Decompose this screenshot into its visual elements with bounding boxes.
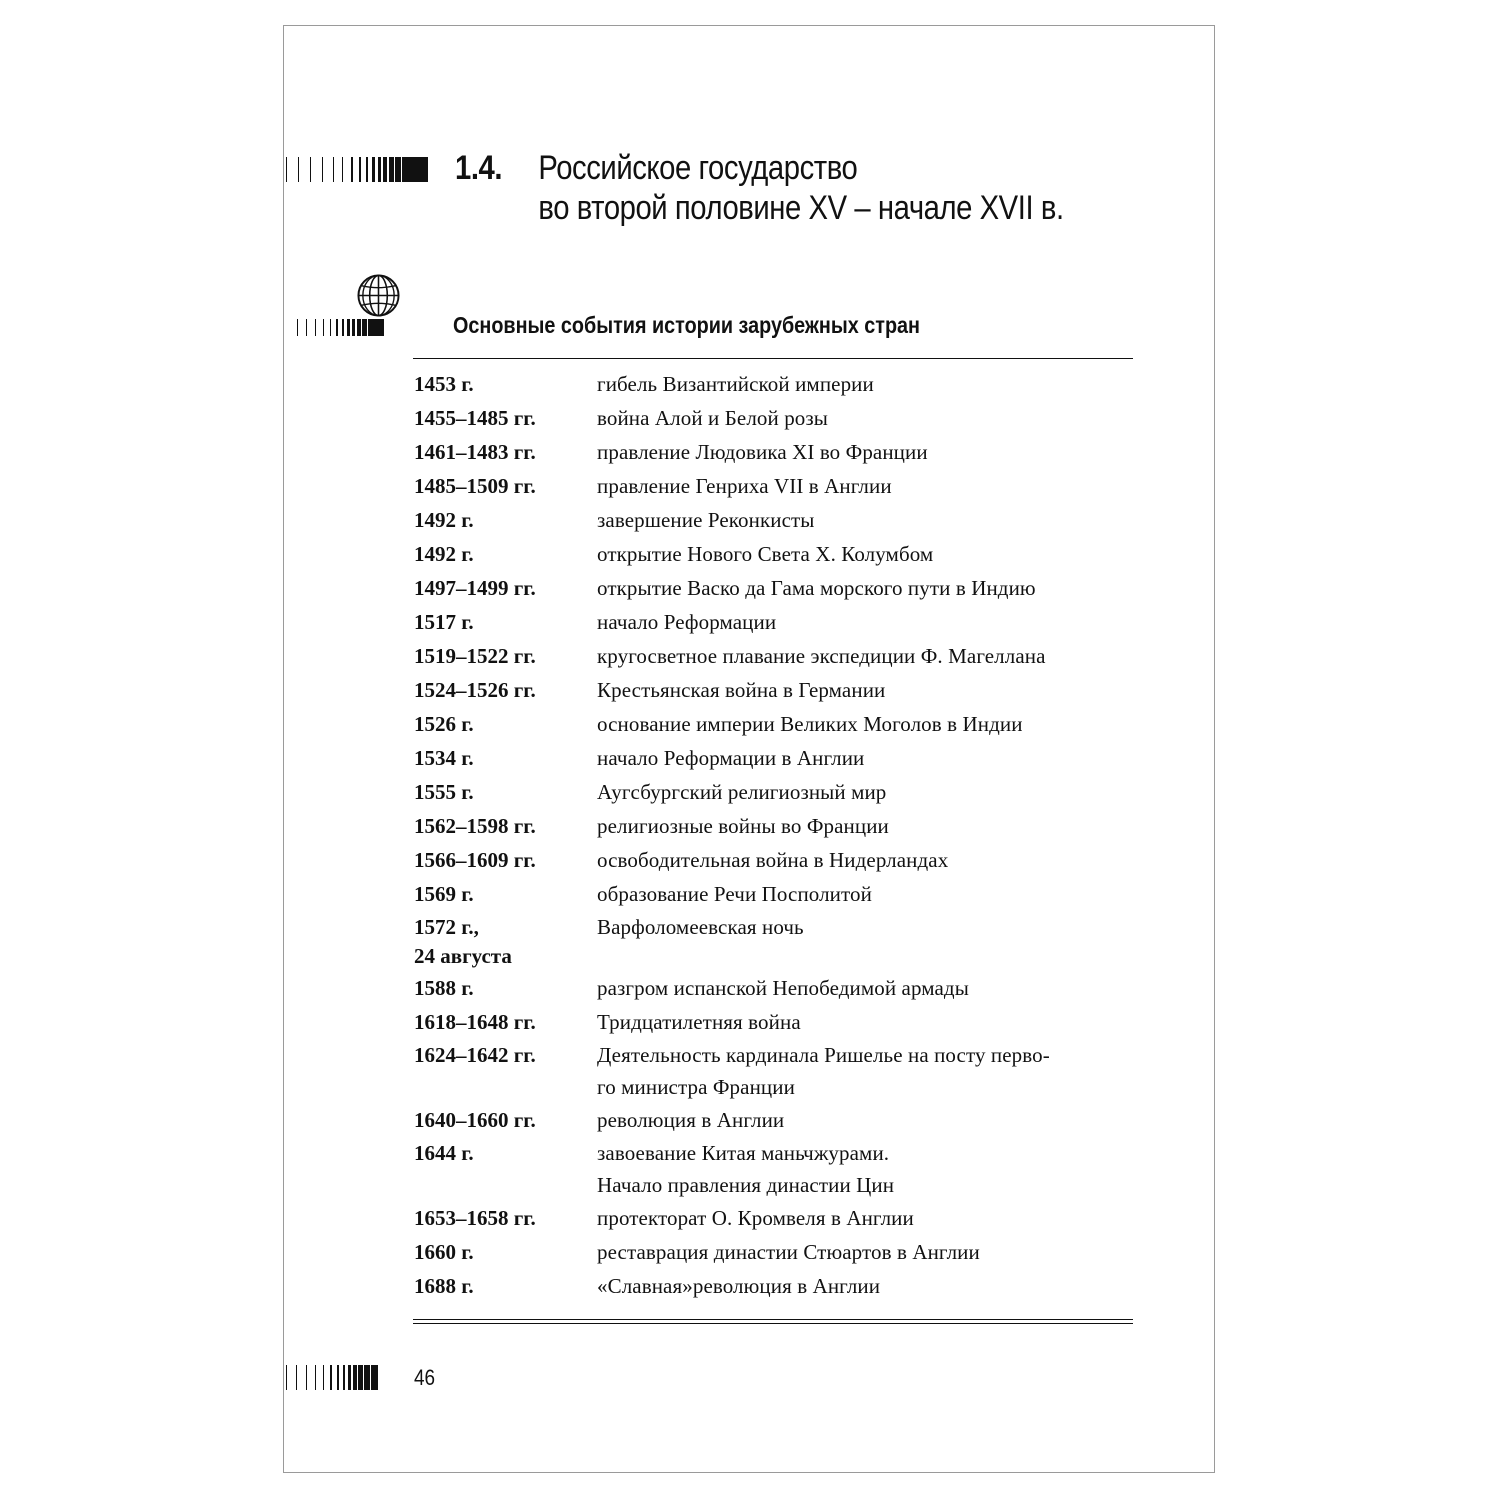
event-date: 1517 г.	[414, 610, 474, 634]
event-row	[414, 367, 1132, 401]
event-row	[414, 1269, 1132, 1303]
event-description: открытие Васко да Гама морского пути в Индию	[597, 576, 1036, 600]
chapter-title: Российское государство во второй половине XV – начале XVII в.	[538, 149, 1064, 227]
event-date: 1453 г.	[414, 372, 474, 396]
event-row	[414, 1005, 1132, 1039]
event-row	[414, 469, 1132, 503]
event-row	[414, 673, 1132, 707]
event-description: реставрация династии Стюартов в Англии	[597, 1240, 980, 1264]
event-date: 1566–1609 гг.	[414, 848, 536, 872]
event-date: 1569 г.	[414, 882, 474, 906]
event-description: образование Речи Посполитой	[597, 882, 872, 906]
event-row	[414, 401, 1132, 435]
event-date: 1497–1499 гг.	[414, 576, 536, 600]
event-row	[414, 707, 1132, 741]
event-description: завершение Реконкисты	[597, 508, 815, 532]
event-date: 1562–1598 гг.	[414, 814, 536, 838]
event-date: 1618–1648 гг.	[414, 1010, 536, 1034]
event-date: 1688 г.	[414, 1274, 474, 1298]
section-ornament	[297, 319, 400, 336]
table-top-rule	[413, 358, 1133, 359]
event-row	[414, 1201, 1132, 1235]
event-row	[414, 605, 1132, 639]
event-date: 1653–1658 гг.	[414, 1206, 536, 1230]
event-date: 1492 г.	[414, 542, 474, 566]
event-row	[414, 537, 1132, 571]
event-date: 1526 г.	[414, 712, 474, 736]
footer-ornament	[286, 1365, 399, 1390]
events-table	[414, 367, 1132, 1303]
event-date: 1492 г.	[414, 508, 474, 532]
event-row	[414, 435, 1132, 469]
event-date: 1572 г., 24 августа	[414, 915, 512, 968]
event-description: разгром испанской Непобедимой армады	[597, 976, 969, 1000]
event-row	[414, 1103, 1132, 1137]
table-bottom-rule	[413, 1319, 1133, 1324]
event-description: завоевание Китая маньчжурами. Начало правления династии Цин	[597, 1141, 895, 1197]
event-row	[414, 911, 1132, 971]
event-row	[414, 571, 1132, 605]
event-description: освободительная война в Нидерландах	[597, 848, 949, 872]
event-description: Аугсбургский религиозный мир	[597, 780, 887, 804]
event-row	[414, 971, 1132, 1005]
event-date: 1660 г.	[414, 1240, 474, 1264]
event-row	[414, 741, 1132, 775]
event-description: протекторат О. Кромвеля в Англии	[597, 1206, 914, 1230]
event-row	[414, 809, 1132, 843]
event-row	[414, 1137, 1132, 1201]
event-description: «Славная»революция в Англии	[597, 1274, 881, 1298]
event-row	[414, 1235, 1132, 1269]
event-date: 1640–1660 гг.	[414, 1108, 536, 1132]
event-date: 1485–1509 гг.	[414, 474, 536, 498]
event-date: 1519–1522 гг.	[414, 644, 536, 668]
globe-icon	[356, 273, 401, 318]
heading-ornament	[286, 157, 441, 182]
event-row	[414, 843, 1132, 877]
event-description: начало Реформации	[597, 610, 777, 634]
event-description: начало Реформации в Англии	[597, 746, 865, 770]
event-description: Тридцатилетняя война	[597, 1010, 801, 1034]
event-date: 1588 г.	[414, 976, 474, 1000]
event-row	[414, 503, 1132, 537]
event-description: основание империи Великих Моголов в Индии	[597, 712, 1023, 736]
event-row	[414, 775, 1132, 809]
event-date: 1524–1526 гг.	[414, 678, 536, 702]
event-row	[414, 877, 1132, 911]
event-row	[414, 639, 1132, 673]
event-row	[414, 1039, 1132, 1103]
event-description: правление Людовика XI во Франции	[597, 440, 928, 464]
event-date: 1455–1485 гг.	[414, 406, 536, 430]
event-description: Варфоломеевская ночь	[597, 915, 804, 939]
event-description: Крестьянская война в Германии	[597, 678, 886, 702]
event-date: 1644 г.	[414, 1141, 474, 1165]
event-date: 1624–1642 гг.	[414, 1043, 536, 1067]
event-description: война Алой и Белой розы	[597, 406, 828, 430]
chapter-number: 1.4.	[455, 149, 503, 187]
event-description: гибель Византийской империи	[597, 372, 874, 396]
event-description: Деятельность кардинала Ришелье на посту перво- го министра Франции	[597, 1043, 1050, 1099]
event-date: 1555 г.	[414, 780, 474, 804]
event-description: открытие Нового Света Х. Колумбом	[597, 542, 934, 566]
event-description: революция в Англии	[597, 1108, 785, 1132]
event-description: правление Генриха VII в Англии	[597, 474, 892, 498]
event-description: религиозные войны во Франции	[597, 814, 889, 838]
section-title: Основные события истории зарубежных стран	[453, 312, 920, 338]
event-description: кругосветное плавание экспедиции Ф. Магеллана	[597, 644, 1046, 668]
event-date: 1534 г.	[414, 746, 474, 770]
event-date: 1461–1483 гг.	[414, 440, 536, 464]
page-number: 46	[414, 1365, 436, 1390]
